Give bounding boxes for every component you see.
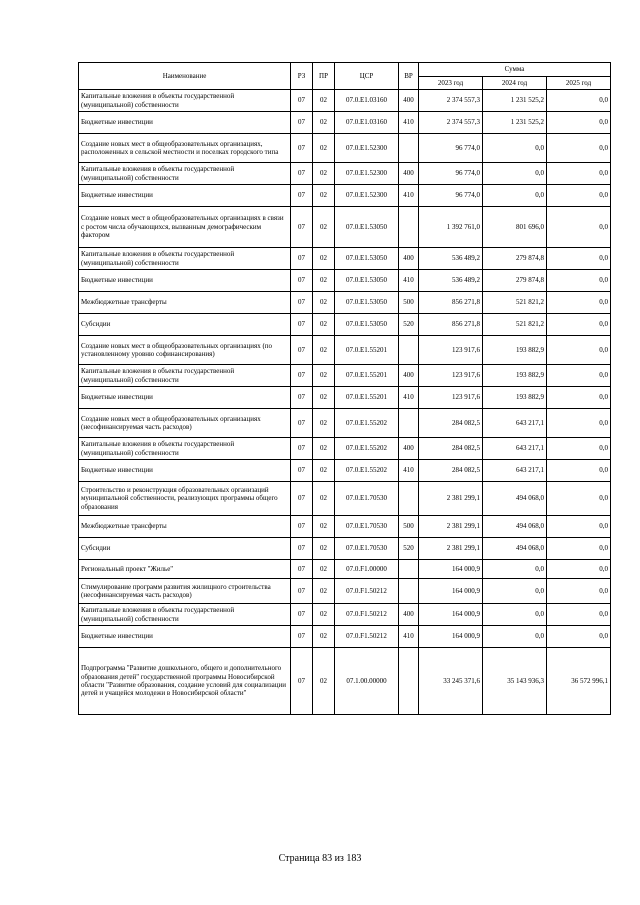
table-row (79, 482, 611, 516)
table-row (79, 648, 611, 715)
cell-pr: 02 (313, 336, 335, 365)
page-number: Страница 83 из 183 (278, 853, 362, 864)
cell-csr: 07.0.E1.55201 (335, 336, 399, 365)
cell-csr: 07.0.E1.70530 (335, 538, 399, 560)
cell-y2025: 0,0 (547, 387, 611, 409)
cell-pr: 02 (313, 207, 335, 248)
cell-vr: 520 (399, 538, 419, 560)
cell-y2025: 0,0 (547, 207, 611, 248)
cell-name: Бюджетные инвестиции (79, 387, 291, 409)
cell-y2025: 0,0 (547, 336, 611, 365)
cell-rz: 07 (291, 90, 313, 112)
cell-rz: 07 (291, 538, 313, 560)
cell-y2024: 0,0 (483, 626, 547, 648)
cell-y2025: 0,0 (547, 560, 611, 579)
cell-y2023: 164 000,9 (419, 560, 483, 579)
cell-y2024: 0,0 (483, 134, 547, 163)
cell-y2025: 0,0 (547, 248, 611, 270)
cell-y2024: 35 143 936,3 (483, 648, 547, 715)
cell-vr: 410 (399, 460, 419, 482)
cell-y2023: 123 917,6 (419, 387, 483, 409)
table-row (79, 90, 611, 112)
table-row (79, 460, 611, 482)
cell-y2025: 0,0 (547, 604, 611, 626)
cell-csr: 07.0.E1.55202 (335, 460, 399, 482)
cell-y2023: 2 381 299,1 (419, 516, 483, 538)
col-header-name: Наименование (79, 63, 291, 90)
table-row (79, 314, 611, 336)
cell-y2024: 279 874,8 (483, 248, 547, 270)
cell-name: Бюджетные инвестиции (79, 460, 291, 482)
cell-name: Подпрограмма "Развитие дошкольного, общего и дополнительного образования детей" государственной программы Новосибирской области "Развитие образования, создание условий для социализации детей и учащейся молодежи в Новосибирской области" (79, 648, 291, 715)
cell-name: Капитальные вложения в объекты государственной (муниципальной) собственности (79, 438, 291, 460)
cell-vr (399, 648, 419, 715)
col-header-rz: РЗ (291, 63, 313, 90)
cell-pr: 02 (313, 365, 335, 387)
cell-rz: 07 (291, 185, 313, 207)
cell-pr: 02 (313, 560, 335, 579)
cell-y2024: 0,0 (483, 604, 547, 626)
cell-name: Капитальные вложения в объекты государственной (муниципальной) собственности (79, 248, 291, 270)
cell-csr: 07.0.E1.53050 (335, 248, 399, 270)
cell-name: Бюджетные инвестиции (79, 112, 291, 134)
cell-y2025: 0,0 (547, 134, 611, 163)
cell-rz: 07 (291, 579, 313, 604)
cell-vr: 500 (399, 516, 419, 538)
cell-y2023: 96 774,0 (419, 163, 483, 185)
cell-vr: 400 (399, 438, 419, 460)
table-row (79, 438, 611, 460)
cell-csr: 07.0.E1.03160 (335, 90, 399, 112)
cell-pr: 02 (313, 163, 335, 185)
cell-vr: 410 (399, 270, 419, 292)
cell-pr: 02 (313, 90, 335, 112)
cell-y2023: 2 381 299,1 (419, 538, 483, 560)
cell-y2023: 1 392 761,0 (419, 207, 483, 248)
cell-y2024: 521 821,2 (483, 292, 547, 314)
cell-rz: 07 (291, 134, 313, 163)
table-row (79, 336, 611, 365)
cell-pr: 02 (313, 482, 335, 516)
cell-name: Бюджетные инвестиции (79, 626, 291, 648)
cell-rz: 07 (291, 604, 313, 626)
cell-csr: 07.0.F1.50212 (335, 626, 399, 648)
cell-y2023: 96 774,0 (419, 134, 483, 163)
cell-y2024: 801 696,0 (483, 207, 547, 248)
cell-rz: 07 (291, 365, 313, 387)
cell-csr: 07.0.F1.50212 (335, 579, 399, 604)
cell-rz: 07 (291, 560, 313, 579)
cell-pr: 02 (313, 579, 335, 604)
cell-name: Межбюджетные трансферты (79, 292, 291, 314)
cell-name: Стимулирование программ развития жилищного строительства (несофинансируемая часть расходов) (79, 579, 291, 604)
cell-rz: 07 (291, 482, 313, 516)
cell-pr: 02 (313, 292, 335, 314)
table-row (79, 387, 611, 409)
cell-y2024: 1 231 525,2 (483, 112, 547, 134)
cell-vr: 520 (399, 314, 419, 336)
cell-y2025: 0,0 (547, 538, 611, 560)
cell-y2023: 2 374 557,3 (419, 112, 483, 134)
cell-name: Строительство и реконструкция образовательных организаций муниципальной собственности, реализующих программы общего образования (79, 482, 291, 516)
cell-pr: 02 (313, 516, 335, 538)
cell-y2024: 279 874,8 (483, 270, 547, 292)
cell-csr: 07.0.E1.53050 (335, 292, 399, 314)
budget-table (78, 62, 611, 715)
cell-y2024: 0,0 (483, 185, 547, 207)
cell-pr: 02 (313, 648, 335, 715)
col-header-2024: 2024 год (483, 77, 547, 90)
cell-y2023: 123 917,6 (419, 365, 483, 387)
table-row (79, 516, 611, 538)
cell-y2023: 536 489,2 (419, 248, 483, 270)
cell-y2025: 0,0 (547, 163, 611, 185)
cell-vr (399, 336, 419, 365)
table-row (79, 270, 611, 292)
table-row (79, 292, 611, 314)
cell-pr: 02 (313, 626, 335, 648)
cell-y2023: 164 000,9 (419, 579, 483, 604)
cell-y2023: 284 082,5 (419, 409, 483, 438)
cell-pr: 02 (313, 387, 335, 409)
cell-y2025: 0,0 (547, 579, 611, 604)
cell-y2023: 164 000,9 (419, 604, 483, 626)
cell-rz: 07 (291, 460, 313, 482)
cell-rz: 07 (291, 409, 313, 438)
cell-y2024: 521 821,2 (483, 314, 547, 336)
cell-csr: 07.0.E1.53050 (335, 207, 399, 248)
table-row (79, 248, 611, 270)
table-row (79, 579, 611, 604)
cell-csr: 07.0.E1.53050 (335, 270, 399, 292)
cell-y2023: 2 381 299,1 (419, 482, 483, 516)
cell-vr (399, 134, 419, 163)
cell-vr: 400 (399, 163, 419, 185)
cell-csr: 07.0.E1.52300 (335, 134, 399, 163)
cell-pr: 02 (313, 538, 335, 560)
cell-csr: 07.0.E1.55202 (335, 438, 399, 460)
cell-csr: 07.1.00.00000 (335, 648, 399, 715)
cell-rz: 07 (291, 438, 313, 460)
table-row (79, 409, 611, 438)
col-header-csr: ЦСР (335, 63, 399, 90)
cell-y2025: 36 572 996,1 (547, 648, 611, 715)
cell-name: Капитальные вложения в объекты государственной (муниципальной) собственности (79, 90, 291, 112)
cell-vr: 400 (399, 90, 419, 112)
cell-y2025: 0,0 (547, 626, 611, 648)
cell-rz: 07 (291, 314, 313, 336)
cell-y2025: 0,0 (547, 314, 611, 336)
cell-pr: 02 (313, 409, 335, 438)
cell-rz: 07 (291, 387, 313, 409)
cell-name: Капитальные вложения в объекты государственной (муниципальной) собственности (79, 604, 291, 626)
cell-pr: 02 (313, 438, 335, 460)
cell-vr: 410 (399, 112, 419, 134)
cell-y2024: 494 068,0 (483, 516, 547, 538)
cell-y2023: 96 774,0 (419, 185, 483, 207)
cell-pr: 02 (313, 112, 335, 134)
cell-y2025: 0,0 (547, 460, 611, 482)
table-row (79, 626, 611, 648)
cell-y2024: 193 882,9 (483, 336, 547, 365)
cell-csr: 07.0.E1.70530 (335, 482, 399, 516)
table-row (79, 604, 611, 626)
cell-rz: 07 (291, 626, 313, 648)
cell-pr: 02 (313, 134, 335, 163)
col-header-sums: Сумма (419, 63, 611, 77)
cell-y2025: 0,0 (547, 516, 611, 538)
cell-y2023: 856 271,8 (419, 292, 483, 314)
cell-name: Капитальные вложения в объекты государственной (муниципальной) собственности (79, 365, 291, 387)
cell-csr: 07.0.E1.53050 (335, 314, 399, 336)
cell-y2023: 856 271,8 (419, 314, 483, 336)
cell-y2024: 643 217,1 (483, 460, 547, 482)
table-row (79, 207, 611, 248)
cell-y2023: 284 082,5 (419, 460, 483, 482)
cell-y2025: 0,0 (547, 409, 611, 438)
cell-name: Субсидии (79, 314, 291, 336)
cell-y2024: 643 217,1 (483, 409, 547, 438)
cell-vr: 410 (399, 626, 419, 648)
cell-y2023: 284 082,5 (419, 438, 483, 460)
cell-csr: 07.0.E1.52300 (335, 163, 399, 185)
cell-y2025: 0,0 (547, 482, 611, 516)
cell-name: Создание новых мест в общеобразовательных организациях (несофинансируемая часть расходов) (79, 409, 291, 438)
cell-y2024: 0,0 (483, 560, 547, 579)
cell-vr (399, 482, 419, 516)
cell-y2025: 0,0 (547, 270, 611, 292)
cell-vr (399, 207, 419, 248)
cell-y2025: 0,0 (547, 112, 611, 134)
cell-pr: 02 (313, 270, 335, 292)
cell-name: Создание новых мест в общеобразовательных организациях, расположенных в сельской местности и поселках городского типа (79, 134, 291, 163)
cell-vr (399, 579, 419, 604)
table-row (79, 365, 611, 387)
cell-name: Бюджетные инвестиции (79, 270, 291, 292)
table-row (79, 560, 611, 579)
col-header-2025: 2025 год (547, 77, 611, 90)
cell-y2025: 0,0 (547, 438, 611, 460)
cell-csr: 07.0.F1.50212 (335, 604, 399, 626)
cell-vr (399, 560, 419, 579)
cell-y2023: 536 489,2 (419, 270, 483, 292)
cell-csr: 07.0.E1.70530 (335, 516, 399, 538)
cell-y2024: 494 068,0 (483, 482, 547, 516)
cell-pr: 02 (313, 460, 335, 482)
cell-y2025: 0,0 (547, 365, 611, 387)
cell-csr: 07.0.E1.03160 (335, 112, 399, 134)
table-row (79, 185, 611, 207)
cell-name: Субсидии (79, 538, 291, 560)
col-header-vr: ВР (399, 63, 419, 90)
cell-rz: 07 (291, 648, 313, 715)
cell-y2025: 0,0 (547, 292, 611, 314)
cell-name: Создание новых мест в общеобразовательных организациях (по установленному уровню софинансирования) (79, 336, 291, 365)
cell-y2023: 33 245 371,6 (419, 648, 483, 715)
table-row (79, 163, 611, 185)
cell-y2024: 643 217,1 (483, 438, 547, 460)
cell-name: Капитальные вложения в объекты государственной (муниципальной) собственности (79, 163, 291, 185)
cell-name: Межбюджетные трансферты (79, 516, 291, 538)
cell-rz: 07 (291, 336, 313, 365)
col-header-2023: 2023 год (419, 77, 483, 90)
cell-y2025: 0,0 (547, 90, 611, 112)
cell-name: Региональный проект "Жилье" (79, 560, 291, 579)
cell-vr: 410 (399, 387, 419, 409)
table-row (79, 538, 611, 560)
cell-csr: 07.0.E1.55201 (335, 387, 399, 409)
cell-name: Создание новых мест в общеобразовательных организациях в связи с ростом числа обучающихся, вызванным демографическим фактором (79, 207, 291, 248)
cell-vr (399, 409, 419, 438)
cell-y2024: 0,0 (483, 579, 547, 604)
cell-y2024: 0,0 (483, 163, 547, 185)
cell-y2024: 1 231 525,2 (483, 90, 547, 112)
cell-rz: 07 (291, 248, 313, 270)
cell-vr: 400 (399, 365, 419, 387)
cell-rz: 07 (291, 516, 313, 538)
cell-vr: 400 (399, 248, 419, 270)
cell-y2024: 494 068,0 (483, 538, 547, 560)
cell-pr: 02 (313, 185, 335, 207)
cell-rz: 07 (291, 112, 313, 134)
cell-y2023: 164 000,9 (419, 626, 483, 648)
cell-y2024: 193 882,9 (483, 387, 547, 409)
cell-pr: 02 (313, 314, 335, 336)
cell-y2025: 0,0 (547, 185, 611, 207)
cell-vr: 400 (399, 604, 419, 626)
cell-rz: 07 (291, 270, 313, 292)
cell-pr: 02 (313, 248, 335, 270)
col-header-pr: ПР (313, 63, 335, 90)
table-row (79, 134, 611, 163)
cell-csr: 07.0.E1.52300 (335, 185, 399, 207)
cell-vr: 410 (399, 185, 419, 207)
cell-y2023: 123 917,6 (419, 336, 483, 365)
cell-y2024: 193 882,9 (483, 365, 547, 387)
cell-rz: 07 (291, 163, 313, 185)
cell-csr: 07.0.E1.55202 (335, 409, 399, 438)
cell-y2023: 2 374 557,3 (419, 90, 483, 112)
table-row (79, 112, 611, 134)
cell-rz: 07 (291, 292, 313, 314)
cell-pr: 02 (313, 604, 335, 626)
cell-csr: 07.0.F1.00000 (335, 560, 399, 579)
cell-rz: 07 (291, 207, 313, 248)
cell-csr: 07.0.E1.55201 (335, 365, 399, 387)
cell-vr: 500 (399, 292, 419, 314)
cell-name: Бюджетные инвестиции (79, 185, 291, 207)
